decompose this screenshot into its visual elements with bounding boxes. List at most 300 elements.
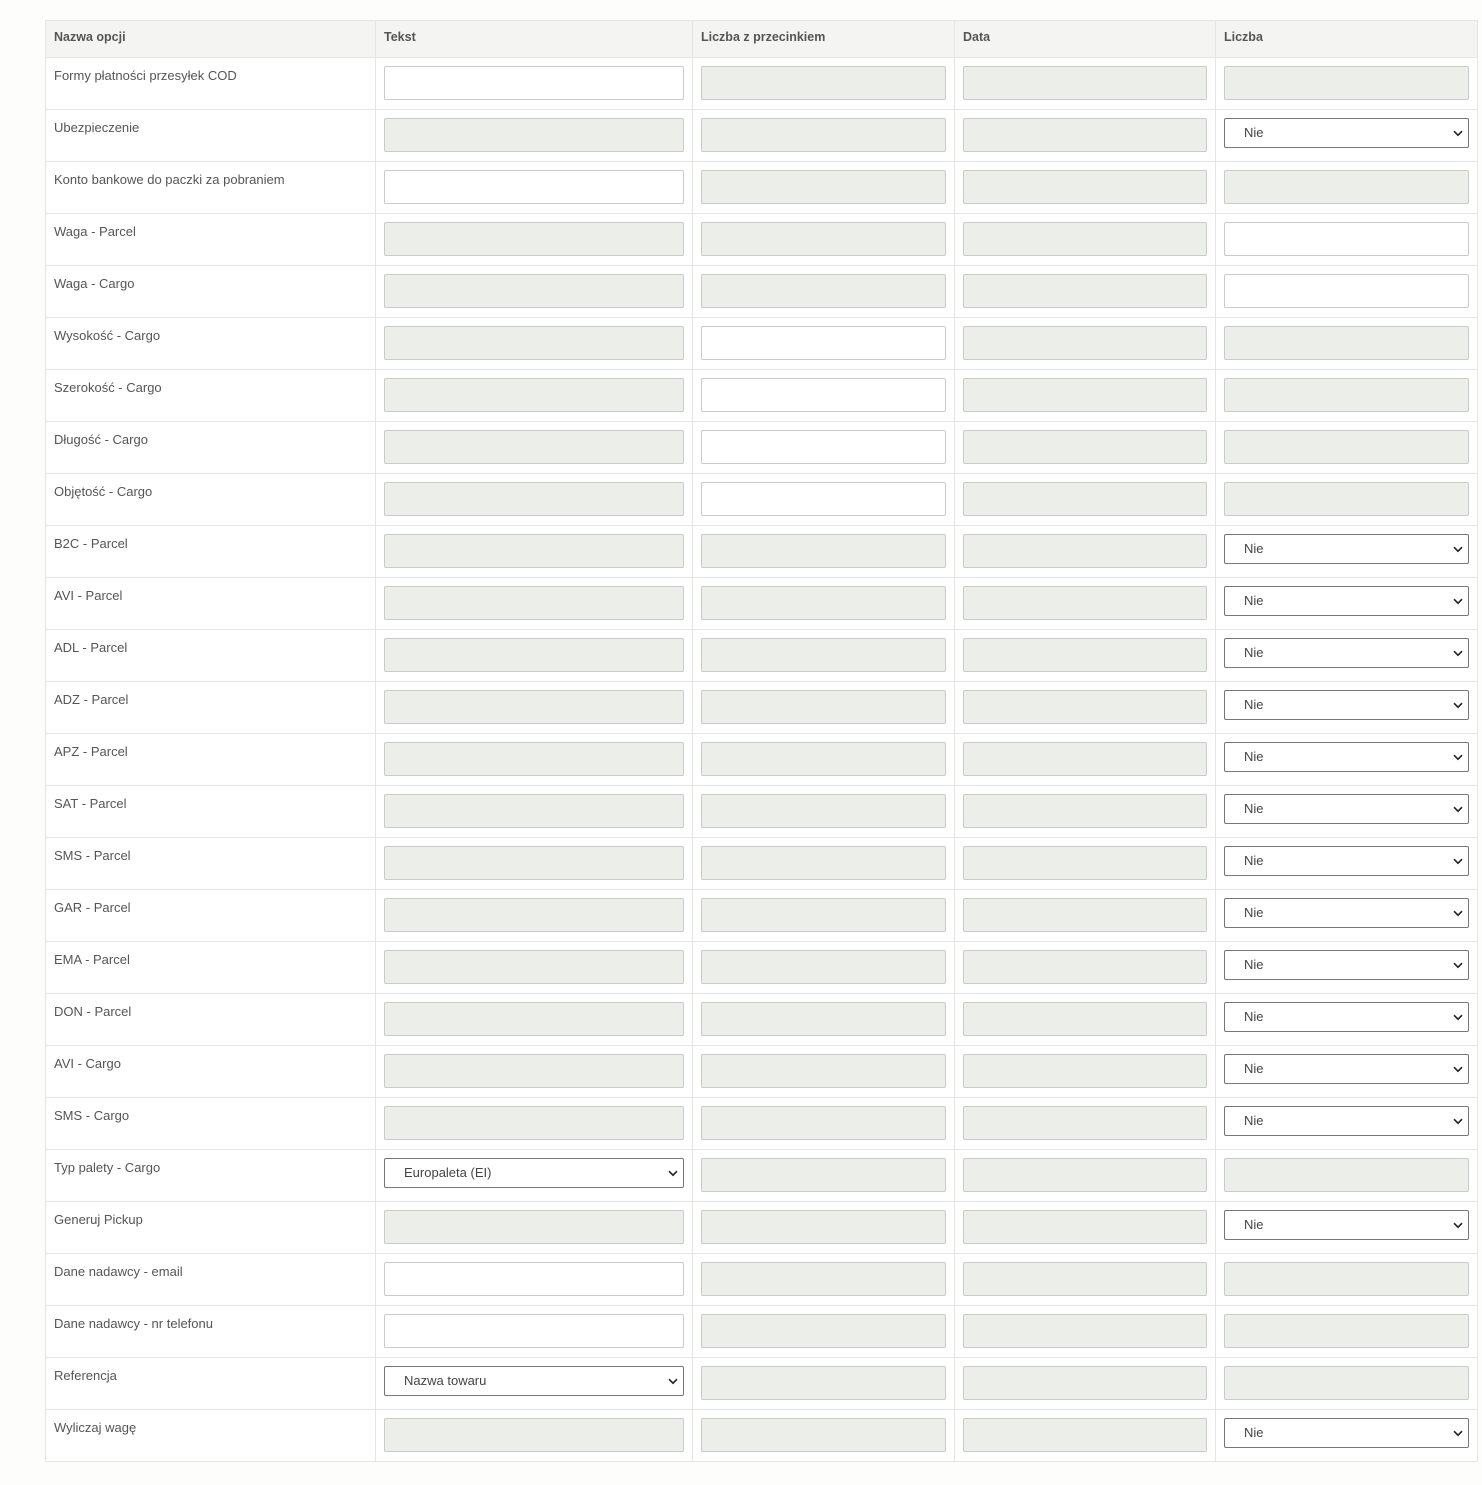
option-name: Konto bankowe do paczki za pobraniem bbox=[46, 162, 376, 214]
number-input[interactable] bbox=[1224, 274, 1469, 308]
table-row bbox=[46, 214, 1478, 266]
option-name: Formy płatności przesyłek COD bbox=[46, 58, 376, 110]
cell-date bbox=[955, 474, 1216, 526]
cell-text bbox=[376, 1046, 693, 1098]
cell-decimal bbox=[693, 942, 955, 994]
date-input bbox=[963, 1002, 1207, 1036]
cell-date bbox=[955, 1046, 1216, 1098]
cell-number bbox=[1216, 1306, 1478, 1358]
decimal-input bbox=[701, 950, 946, 984]
table-row bbox=[46, 786, 1478, 838]
cell-text bbox=[376, 422, 693, 474]
cell-date bbox=[955, 734, 1216, 786]
cell-number bbox=[1216, 682, 1478, 734]
date-input bbox=[963, 326, 1207, 360]
cell-number bbox=[1216, 526, 1478, 578]
cell-date bbox=[955, 1202, 1216, 1254]
cell-text bbox=[376, 786, 693, 838]
chevron-down-icon bbox=[1453, 119, 1463, 147]
decimal-input[interactable] bbox=[701, 482, 946, 516]
date-input bbox=[963, 898, 1207, 932]
option-name: ADL - Parcel bbox=[46, 630, 376, 682]
text-input bbox=[384, 1054, 684, 1088]
table-row bbox=[46, 578, 1478, 630]
select-value: Nie bbox=[1244, 1425, 1264, 1440]
number-select[interactable] bbox=[1224, 586, 1469, 616]
select-value: Nie bbox=[1244, 905, 1264, 920]
number-input bbox=[1224, 430, 1469, 464]
number-select[interactable] bbox=[1224, 118, 1469, 148]
table-row bbox=[46, 942, 1478, 994]
decimal-input bbox=[701, 534, 946, 568]
option-name: Referencja bbox=[46, 1358, 376, 1410]
decimal-input bbox=[701, 1002, 946, 1036]
text-select[interactable] bbox=[384, 1158, 684, 1188]
decimal-input bbox=[701, 1366, 946, 1400]
decimal-input bbox=[701, 1418, 946, 1452]
decimal-input[interactable] bbox=[701, 430, 946, 464]
cell-decimal bbox=[693, 1410, 955, 1462]
select-value: Nie bbox=[1244, 541, 1264, 556]
cell-date bbox=[955, 1410, 1216, 1462]
cell-number bbox=[1216, 110, 1478, 162]
cell-number bbox=[1216, 734, 1478, 786]
text-input bbox=[384, 326, 684, 360]
date-input bbox=[963, 794, 1207, 828]
cell-text bbox=[376, 630, 693, 682]
chevron-down-icon bbox=[1453, 847, 1463, 875]
decimal-input bbox=[701, 1106, 946, 1140]
decimal-input bbox=[701, 690, 946, 724]
text-input bbox=[384, 482, 684, 516]
option-name: AVI - Parcel bbox=[46, 578, 376, 630]
chevron-down-icon bbox=[1453, 1055, 1463, 1083]
chevron-down-icon bbox=[668, 1159, 678, 1187]
text-input bbox=[384, 846, 684, 880]
table-row bbox=[46, 1150, 1478, 1202]
option-name: Szerokość - Cargo bbox=[46, 370, 376, 422]
cell-date bbox=[955, 214, 1216, 266]
number-select[interactable] bbox=[1224, 1054, 1469, 1084]
text-input[interactable] bbox=[384, 170, 684, 204]
date-input bbox=[963, 586, 1207, 620]
chevron-down-icon bbox=[1453, 1211, 1463, 1239]
table-row bbox=[46, 474, 1478, 526]
table-row bbox=[46, 1358, 1478, 1410]
cell-text bbox=[376, 58, 693, 110]
cell-decimal bbox=[693, 1150, 955, 1202]
cell-decimal bbox=[693, 838, 955, 890]
decimal-input bbox=[701, 794, 946, 828]
cell-number bbox=[1216, 1410, 1478, 1462]
option-name: SAT - Parcel bbox=[46, 786, 376, 838]
date-input bbox=[963, 950, 1207, 984]
cell-decimal bbox=[693, 162, 955, 214]
select-value: Nie bbox=[1244, 1113, 1264, 1128]
text-input bbox=[384, 742, 684, 776]
header-date: Data bbox=[955, 21, 1216, 58]
table-row bbox=[46, 1254, 1478, 1306]
option-name: GAR - Parcel bbox=[46, 890, 376, 942]
number-input bbox=[1224, 378, 1469, 412]
option-name: Dane nadawcy - email bbox=[46, 1254, 376, 1306]
number-select[interactable] bbox=[1224, 898, 1469, 928]
text-input bbox=[384, 638, 684, 672]
date-input bbox=[963, 1158, 1207, 1192]
text-input bbox=[384, 222, 684, 256]
table-row bbox=[46, 110, 1478, 162]
text-input bbox=[384, 430, 684, 464]
chevron-down-icon bbox=[1453, 951, 1463, 979]
cell-decimal bbox=[693, 370, 955, 422]
option-name: Waga - Parcel bbox=[46, 214, 376, 266]
cell-date bbox=[955, 786, 1216, 838]
decimal-input bbox=[701, 1158, 946, 1192]
date-input bbox=[963, 638, 1207, 672]
chevron-down-icon bbox=[1453, 535, 1463, 563]
date-input bbox=[963, 274, 1207, 308]
text-input[interactable] bbox=[384, 1314, 684, 1348]
cell-number bbox=[1216, 1150, 1478, 1202]
date-input bbox=[963, 66, 1207, 100]
date-input bbox=[963, 1418, 1207, 1452]
option-name: APZ - Parcel bbox=[46, 734, 376, 786]
select-value: Nazwa towaru bbox=[404, 1373, 487, 1388]
cell-text bbox=[376, 1254, 693, 1306]
date-input bbox=[963, 378, 1207, 412]
cell-date bbox=[955, 1150, 1216, 1202]
select-value: Nie bbox=[1244, 1009, 1264, 1024]
number-input bbox=[1224, 66, 1469, 100]
decimal-input bbox=[701, 66, 946, 100]
cell-date bbox=[955, 1306, 1216, 1358]
cell-date bbox=[955, 370, 1216, 422]
cell-text bbox=[376, 266, 693, 318]
number-select[interactable] bbox=[1224, 846, 1469, 876]
cell-decimal bbox=[693, 474, 955, 526]
table-row bbox=[46, 162, 1478, 214]
number-input bbox=[1224, 326, 1469, 360]
number-input bbox=[1224, 1158, 1469, 1192]
select-value: Nie bbox=[1244, 697, 1264, 712]
cell-decimal bbox=[693, 682, 955, 734]
cell-number bbox=[1216, 890, 1478, 942]
date-input bbox=[963, 1314, 1207, 1348]
date-input bbox=[963, 1262, 1207, 1296]
number-select[interactable] bbox=[1224, 1002, 1469, 1032]
cell-date bbox=[955, 1358, 1216, 1410]
chevron-down-icon bbox=[1453, 899, 1463, 927]
cell-date bbox=[955, 1254, 1216, 1306]
table-row bbox=[46, 422, 1478, 474]
select-value: Europaleta (EI) bbox=[404, 1165, 492, 1180]
option-name: Typ palety - Cargo bbox=[46, 1150, 376, 1202]
decimal-input[interactable] bbox=[701, 326, 946, 360]
cell-date bbox=[955, 942, 1216, 994]
cell-number bbox=[1216, 1358, 1478, 1410]
date-input bbox=[963, 1210, 1207, 1244]
number-input bbox=[1224, 1314, 1469, 1348]
decimal-input bbox=[701, 846, 946, 880]
cell-text bbox=[376, 110, 693, 162]
number-input bbox=[1224, 1366, 1469, 1400]
table-row bbox=[46, 58, 1478, 110]
date-input bbox=[963, 846, 1207, 880]
number-select[interactable] bbox=[1224, 950, 1469, 980]
cell-decimal bbox=[693, 266, 955, 318]
text-input bbox=[384, 794, 684, 828]
chevron-down-icon bbox=[1453, 587, 1463, 615]
number-input bbox=[1224, 1262, 1469, 1296]
select-value: Nie bbox=[1244, 957, 1264, 972]
date-input bbox=[963, 690, 1207, 724]
cell-date bbox=[955, 994, 1216, 1046]
table-row bbox=[46, 318, 1478, 370]
text-input bbox=[384, 898, 684, 932]
cell-number bbox=[1216, 214, 1478, 266]
cell-decimal bbox=[693, 1202, 955, 1254]
cell-number bbox=[1216, 318, 1478, 370]
number-select[interactable] bbox=[1224, 1106, 1469, 1136]
cell-text bbox=[376, 838, 693, 890]
cell-text bbox=[376, 474, 693, 526]
cell-number bbox=[1216, 266, 1478, 318]
text-input bbox=[384, 118, 684, 152]
chevron-down-icon bbox=[1453, 795, 1463, 823]
cell-text bbox=[376, 1306, 693, 1358]
cell-decimal bbox=[693, 58, 955, 110]
chevron-down-icon bbox=[1453, 639, 1463, 667]
option-name: Generuj Pickup bbox=[46, 1202, 376, 1254]
options-table bbox=[45, 20, 1478, 1462]
decimal-input bbox=[701, 1210, 946, 1244]
select-value: Nie bbox=[1244, 749, 1264, 764]
text-select[interactable] bbox=[384, 1366, 684, 1396]
table-header-row bbox=[46, 21, 1478, 58]
text-input[interactable] bbox=[384, 66, 684, 100]
cell-number bbox=[1216, 578, 1478, 630]
date-input bbox=[963, 534, 1207, 568]
text-input bbox=[384, 534, 684, 568]
cell-text bbox=[376, 682, 693, 734]
date-input bbox=[963, 118, 1207, 152]
table-row bbox=[46, 370, 1478, 422]
cell-decimal bbox=[693, 1306, 955, 1358]
cell-text bbox=[376, 890, 693, 942]
cell-text bbox=[376, 734, 693, 786]
date-input bbox=[963, 1106, 1207, 1140]
cell-date bbox=[955, 890, 1216, 942]
table-row bbox=[46, 1410, 1478, 1462]
cell-number bbox=[1216, 1254, 1478, 1306]
text-input bbox=[384, 950, 684, 984]
option-name: EMA - Parcel bbox=[46, 942, 376, 994]
date-input bbox=[963, 430, 1207, 464]
cell-number bbox=[1216, 838, 1478, 890]
cell-number bbox=[1216, 630, 1478, 682]
cell-number bbox=[1216, 786, 1478, 838]
cell-decimal bbox=[693, 786, 955, 838]
date-input bbox=[963, 742, 1207, 776]
cell-text bbox=[376, 1358, 693, 1410]
option-name: SMS - Parcel bbox=[46, 838, 376, 890]
number-input bbox=[1224, 170, 1469, 204]
option-name: Waga - Cargo bbox=[46, 266, 376, 318]
cell-decimal bbox=[693, 526, 955, 578]
cell-date bbox=[955, 318, 1216, 370]
cell-decimal bbox=[693, 578, 955, 630]
select-value: Nie bbox=[1244, 1061, 1264, 1076]
cell-decimal bbox=[693, 1046, 955, 1098]
table-row bbox=[46, 838, 1478, 890]
cell-decimal bbox=[693, 630, 955, 682]
chevron-down-icon bbox=[1453, 1107, 1463, 1135]
date-input bbox=[963, 1366, 1207, 1400]
cell-number bbox=[1216, 370, 1478, 422]
number-select[interactable] bbox=[1224, 638, 1469, 668]
cell-number bbox=[1216, 994, 1478, 1046]
cell-text bbox=[376, 1150, 693, 1202]
cell-number bbox=[1216, 162, 1478, 214]
cell-date bbox=[955, 578, 1216, 630]
select-value: Nie bbox=[1244, 593, 1264, 608]
number-input bbox=[1224, 482, 1469, 516]
cell-date bbox=[955, 422, 1216, 474]
chevron-down-icon bbox=[1453, 1003, 1463, 1031]
text-input[interactable] bbox=[384, 1262, 684, 1296]
number-select[interactable] bbox=[1224, 534, 1469, 564]
number-select[interactable] bbox=[1224, 1418, 1469, 1448]
header-option-name: Nazwa opcji bbox=[46, 21, 376, 58]
decimal-input bbox=[701, 898, 946, 932]
cell-decimal bbox=[693, 1358, 955, 1410]
cell-number bbox=[1216, 474, 1478, 526]
cell-decimal bbox=[693, 1254, 955, 1306]
text-input bbox=[384, 274, 684, 308]
cell-decimal bbox=[693, 1098, 955, 1150]
cell-decimal bbox=[693, 994, 955, 1046]
date-input bbox=[963, 482, 1207, 516]
decimal-input bbox=[701, 274, 946, 308]
text-input bbox=[384, 586, 684, 620]
table-row bbox=[46, 266, 1478, 318]
table-row bbox=[46, 1202, 1478, 1254]
chevron-down-icon bbox=[1453, 743, 1463, 771]
cell-date bbox=[955, 682, 1216, 734]
decimal-input bbox=[701, 1262, 946, 1296]
chevron-down-icon bbox=[1453, 1419, 1463, 1447]
cell-text bbox=[376, 318, 693, 370]
select-value: Nie bbox=[1244, 801, 1264, 816]
cell-date bbox=[955, 1098, 1216, 1150]
number-input[interactable] bbox=[1224, 222, 1469, 256]
cell-decimal bbox=[693, 890, 955, 942]
table-row bbox=[46, 630, 1478, 682]
decimal-input bbox=[701, 118, 946, 152]
chevron-down-icon bbox=[668, 1367, 678, 1395]
option-name: Długość - Cargo bbox=[46, 422, 376, 474]
text-input bbox=[384, 1210, 684, 1244]
cell-date bbox=[955, 58, 1216, 110]
cell-number bbox=[1216, 422, 1478, 474]
cell-text bbox=[376, 1410, 693, 1462]
decimal-input[interactable] bbox=[701, 378, 946, 412]
date-input bbox=[963, 222, 1207, 256]
text-input bbox=[384, 1106, 684, 1140]
select-value: Nie bbox=[1244, 125, 1264, 140]
cell-date bbox=[955, 110, 1216, 162]
text-input bbox=[384, 1418, 684, 1452]
select-value: Nie bbox=[1244, 645, 1264, 660]
decimal-input bbox=[701, 222, 946, 256]
number-select[interactable] bbox=[1224, 794, 1469, 824]
text-input bbox=[384, 1002, 684, 1036]
cell-text bbox=[376, 1202, 693, 1254]
table-row bbox=[46, 1098, 1478, 1150]
cell-date bbox=[955, 162, 1216, 214]
cell-date bbox=[955, 838, 1216, 890]
decimal-input bbox=[701, 586, 946, 620]
cell-number bbox=[1216, 1046, 1478, 1098]
cell-number bbox=[1216, 1098, 1478, 1150]
number-select[interactable] bbox=[1224, 1210, 1469, 1240]
table-row bbox=[46, 1306, 1478, 1358]
cell-text bbox=[376, 578, 693, 630]
header-text: Tekst bbox=[376, 21, 693, 58]
option-name: Wyliczaj wagę bbox=[46, 1410, 376, 1462]
number-select[interactable] bbox=[1224, 742, 1469, 772]
header-number: Liczba bbox=[1216, 21, 1478, 58]
table-row bbox=[46, 682, 1478, 734]
cell-decimal bbox=[693, 110, 955, 162]
decimal-input bbox=[701, 170, 946, 204]
cell-text bbox=[376, 942, 693, 994]
cell-number bbox=[1216, 1202, 1478, 1254]
option-name: Objętość - Cargo bbox=[46, 474, 376, 526]
decimal-input bbox=[701, 638, 946, 672]
options-table-body bbox=[46, 58, 1478, 1462]
cell-text bbox=[376, 526, 693, 578]
cell-date bbox=[955, 266, 1216, 318]
number-select[interactable] bbox=[1224, 690, 1469, 720]
cell-text bbox=[376, 1098, 693, 1150]
cell-number bbox=[1216, 58, 1478, 110]
select-value: Nie bbox=[1244, 853, 1264, 868]
date-input bbox=[963, 170, 1207, 204]
option-name: Ubezpieczenie bbox=[46, 110, 376, 162]
table-row bbox=[46, 994, 1478, 1046]
header-decimal: Liczba z przecinkiem bbox=[693, 21, 955, 58]
cell-text bbox=[376, 994, 693, 1046]
decimal-input bbox=[701, 1314, 946, 1348]
cell-text bbox=[376, 214, 693, 266]
table-row bbox=[46, 890, 1478, 942]
option-name: SMS - Cargo bbox=[46, 1098, 376, 1150]
text-input bbox=[384, 690, 684, 724]
cell-decimal bbox=[693, 214, 955, 266]
decimal-input bbox=[701, 742, 946, 776]
cell-text bbox=[376, 162, 693, 214]
option-name: Dane nadawcy - nr telefonu bbox=[46, 1306, 376, 1358]
date-input bbox=[963, 1054, 1207, 1088]
option-name: Wysokość - Cargo bbox=[46, 318, 376, 370]
select-value: Nie bbox=[1244, 1217, 1264, 1232]
cell-date bbox=[955, 526, 1216, 578]
table-row bbox=[46, 1046, 1478, 1098]
text-input bbox=[384, 378, 684, 412]
cell-number bbox=[1216, 942, 1478, 994]
option-name: AVI - Cargo bbox=[46, 1046, 376, 1098]
